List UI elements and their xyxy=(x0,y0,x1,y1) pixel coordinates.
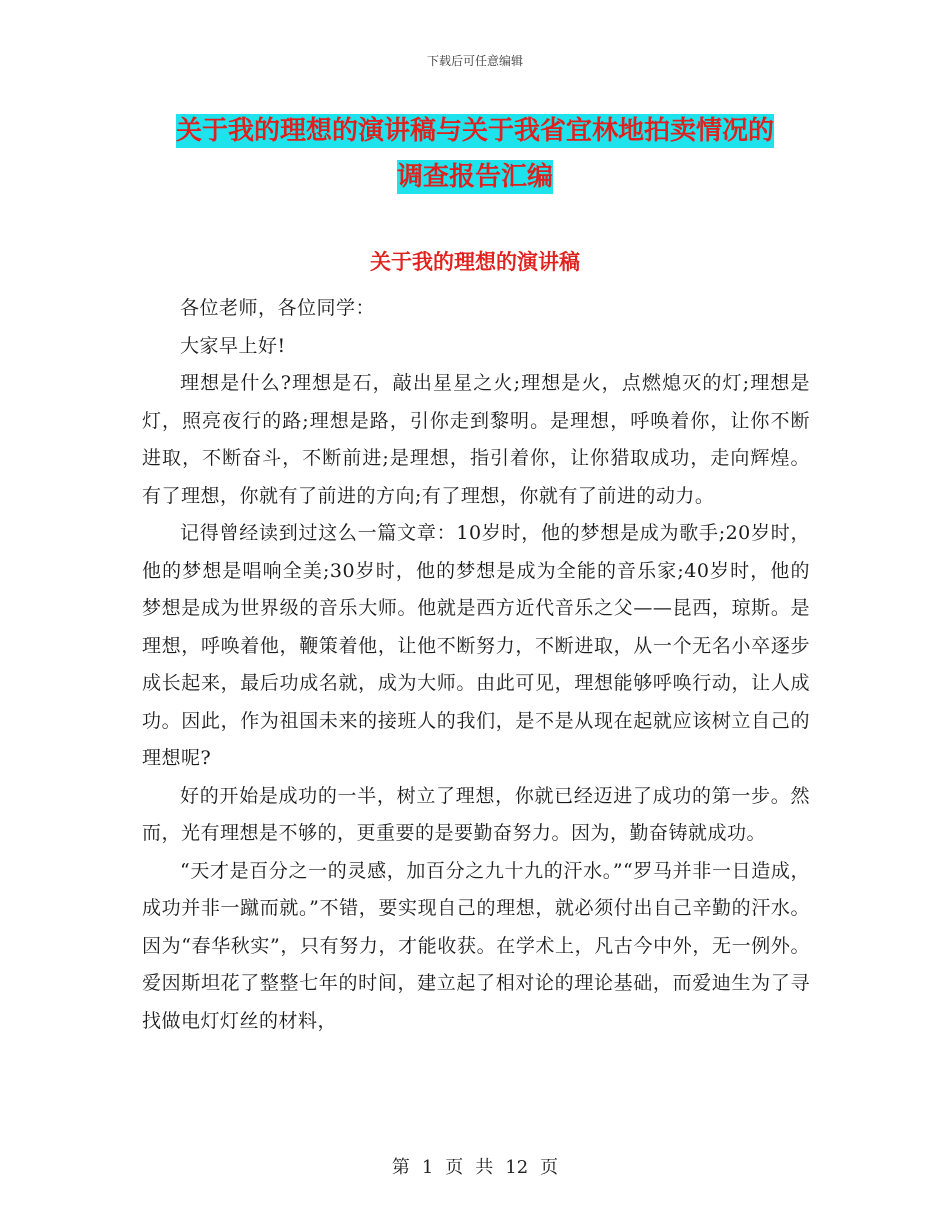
footer-page-unit: 页 xyxy=(445,1157,464,1178)
footer-total-unit: 页 xyxy=(540,1157,559,1178)
section-title: 关于我的理想的演讲稿 xyxy=(370,249,580,274)
paragraph: 理想是什么?理想是石，敲出星星之火;理想是火，点燃熄灭的灯;理想是灯，照亮夜行的路;理想是路，引你走到黎明。是理想，呼唤着你，让你不断进取，不断奋斗，不断前进;是理想，指引着你，让你猎取成功，走向辉煌。有了理想，你就有了前进的方向;有了理想，你就有了前进的动力。 xyxy=(142,372,810,507)
footer-total-word: 共 xyxy=(475,1157,494,1178)
header-note: 下载后可任意编辑 xyxy=(426,54,523,68)
title-line-1: 关于我的理想的演讲稿与关于我省宜林地拍卖情况的 xyxy=(175,116,774,146)
page-footer xyxy=(0,1153,950,1179)
title-line-2: 调查报告汇编 xyxy=(396,162,553,192)
footer-page-word: 第 xyxy=(391,1157,410,1178)
paragraph: 记得曾经读到过这么一篇文章：10岁时，他的梦想是成为歌手;20岁时，他的梦想是唱响全美;30岁时，他的梦想是成为全能的音乐家;40岁时，他的梦想是成为世界级的音乐大师。他就是西方近代音乐之父——昆西，琼斯。是理想，呼唤着他，鞭策着他，让他不断努力，不断进取，从一个无名小卒逐步成长起来，最后功成名就，成为大师。由此可见，理想能够呼唤行动，让人成功。因此，作为祖国未来的接班人的我们，是不是从现在起就应该树立自己的理想呢? xyxy=(142,522,810,769)
footer-total-number: 12 xyxy=(505,1157,529,1178)
paragraph: 各位老师，各位同学： xyxy=(180,297,376,319)
document-title xyxy=(140,108,810,200)
paragraph: 大家早上好! xyxy=(180,334,286,357)
paragraph: 好的开始是成功的一半，树立了理想，你就已经迈进了成功的第一步。然而，光有理想是不够的，更重要的是要勤奋努力。因为，勤奋铸就成功。 xyxy=(142,784,810,844)
footer-page-number: 1 xyxy=(421,1157,434,1178)
paragraph: “天才是百分之一的灵感，加百分之九十九的汗水。”“罗马并非一日造成，成功并非一蹴而就。”不错，要实现自己的理想，就必须付出自己辛勤的汗水。因为“春华秋实”，只有努力，才能收获。在学术上，凡古今中外，无一例外。爱因斯坦花了整整七年的时间，建立起了相对论的理论基础，而爱迪生为了寻找做电灯灯丝的材料， xyxy=(142,859,810,1032)
body-text xyxy=(142,290,810,1040)
